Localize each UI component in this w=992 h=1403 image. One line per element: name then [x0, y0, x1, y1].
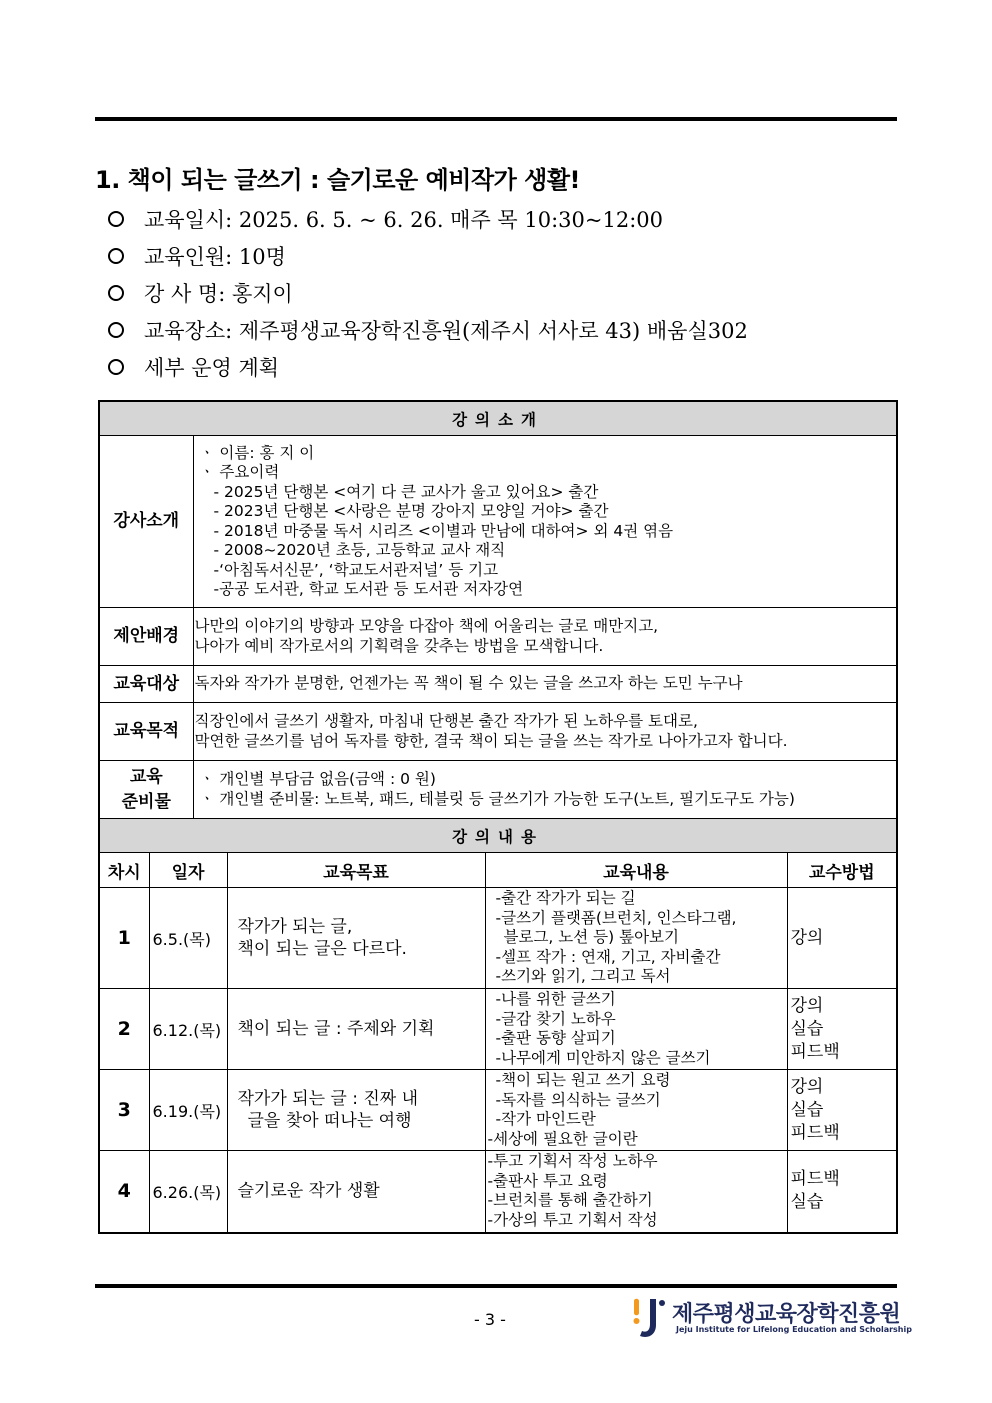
content-header: 강의내용 — [99, 819, 897, 853]
info-instructor: 강 사 명: 홍지이 — [108, 274, 748, 311]
col-session: 차시 — [99, 853, 149, 888]
org-logo — [628, 1295, 912, 1345]
info-location: 교육장소: 제주평생교육장학진흥원(제주시 서사로 43) 배움실302 — [108, 311, 748, 348]
session-method: 피드백 실습 — [787, 1151, 897, 1233]
session-number: 1 — [99, 888, 149, 989]
intro-header: 강의소개 — [99, 401, 897, 436]
course-table — [98, 400, 898, 1234]
bottom-rule — [95, 1284, 897, 1288]
session-content: -투고 기획서 작성 노하우 -출판사 투고 요령 -브런치를 통해 출간하기 -가상의 투고 기획서 작성 — [485, 1151, 787, 1233]
session-content: -나를 위한 글쓰기 -글감 찾기 노하우 -출판 동향 살피기 -나무에게 미안하지 않은 글쓰기 — [485, 989, 787, 1070]
instructor-label: 강사소개 — [99, 436, 193, 608]
session-goal: 책이 되는 글 : 주제와 기획 — [227, 989, 485, 1070]
target-label: 교육대상 — [99, 666, 193, 703]
col-date: 일자 — [149, 853, 227, 888]
session-content: -출간 작가가 되는 길 -글쓰기 플랫폼(브런치, 인스타그램, 블로그, 노션 등) 톺아보기 -셀프 작가 : 연재, 기고, 자비출간 -쓰기와 읽기, 그리고 독서 — [485, 888, 787, 989]
info-list — [108, 200, 748, 385]
table-row — [99, 1070, 897, 1151]
section-heading: 1. 책이 되는 글쓰기 : 슬기로운 예비작가 생활! — [95, 166, 580, 194]
page-number: - 3 - — [474, 1310, 506, 1329]
table-row — [99, 888, 897, 989]
target-text: 독자와 작가가 분명한, 언젠가는 꼭 책이 될 수 있는 글을 쓰고자 하는 도민 누구나 — [193, 666, 897, 703]
org-name-english: Jeju Institute for Lifelong Education and Scholarship — [676, 1325, 912, 1334]
circle-bullet-icon — [108, 248, 124, 264]
background-label: 제안배경 — [99, 608, 193, 666]
session-number: 2 — [99, 989, 149, 1070]
info-capacity: 교육인원: 10명 — [108, 237, 748, 274]
info-schedule: 교육일시: 2025. 6. 5. ~ 6. 26. 매주 목 10:30~12:00 — [108, 200, 748, 237]
objective-label: 교육목적 — [99, 703, 193, 761]
info-plan: 세부 운영 계획 — [108, 348, 748, 385]
session-date: 6.5.(목) — [149, 888, 227, 989]
instructor-details: ㆍ 이름: 홍 지 이 ㆍ 주요이력 - 2025년 단행본 <여기 다 큰 교사가 울고 있어요> 출간 - 2023년 단행본 <사랑은 분명 강아지 모양일 거야> 출간 - 2018년 마중물 독서 시리즈 <이별과 만남에 대하여> 외 4권 엮음 - 2008~2020년 초등, 고등학교 교사 재직 -‘아침독서신문’, ‘학교도서관저널’ 등 기고 -공공 도서관, 학교 도서관 등 도서관 저자강연 — [193, 436, 897, 608]
table-row — [99, 1151, 897, 1233]
session-number: 4 — [99, 1151, 149, 1233]
col-goal: 교육목표 — [227, 853, 485, 888]
col-content: 교육내용 — [485, 853, 787, 888]
background-text: 나만의 이야기의 방향과 모양을 다잡아 책에 어울리는 글로 매만지고, 나아가 예비 작가로서의 기획력을 갖추는 방법을 모색합니다. — [193, 608, 897, 666]
circle-bullet-icon — [108, 359, 124, 375]
session-date: 6.12.(목) — [149, 989, 227, 1070]
supplies-label: 교육 준비물 — [99, 761, 193, 819]
session-goal: 작가가 되는 글, 책이 되는 글은 다르다. — [227, 888, 485, 989]
table-row — [99, 989, 897, 1070]
session-goal: 작가가 되는 글 : 진짜 내 글을 찾아 떠나는 여행 — [227, 1070, 485, 1151]
circle-bullet-icon — [108, 322, 124, 338]
org-name: 제주평생교육장학진흥원 — [672, 1302, 901, 1327]
circle-bullet-icon — [108, 285, 124, 301]
session-goal: 슬기로운 작가 생활 — [227, 1151, 485, 1233]
session-number: 3 — [99, 1070, 149, 1151]
org-emblem-icon — [628, 1295, 668, 1341]
session-date: 6.26.(목) — [149, 1151, 227, 1233]
top-rule — [95, 117, 897, 121]
objective-text: 직장인에서 글쓰기 생활자, 마침내 단행본 출간 작가가 된 노하우를 토대로, 막연한 글쓰기를 넘어 독자를 향한, 결국 책이 되는 글을 쓰는 작가로 나아가고자 합니다. — [193, 703, 897, 761]
session-content: -책이 되는 원고 쓰기 요령 -독자를 의식하는 글쓰기 -작가 마인드란 -세상에 필요한 글이란 — [485, 1070, 787, 1151]
session-method: 강의 — [787, 888, 897, 989]
session-method: 강의 실습 피드백 — [787, 1070, 897, 1151]
supplies-text: ㆍ 개인별 부담금 없음(금액 : 0 원) ㆍ 개인별 준비물: 노트북, 패드, 테블릿 등 글쓰기가 가능한 도구(노트, 필기도구도 가능) — [193, 761, 897, 819]
circle-bullet-icon — [108, 211, 124, 227]
session-method: 강의 실습 피드백 — [787, 989, 897, 1070]
session-date: 6.19.(목) — [149, 1070, 227, 1151]
col-method: 교수방법 — [787, 853, 897, 888]
